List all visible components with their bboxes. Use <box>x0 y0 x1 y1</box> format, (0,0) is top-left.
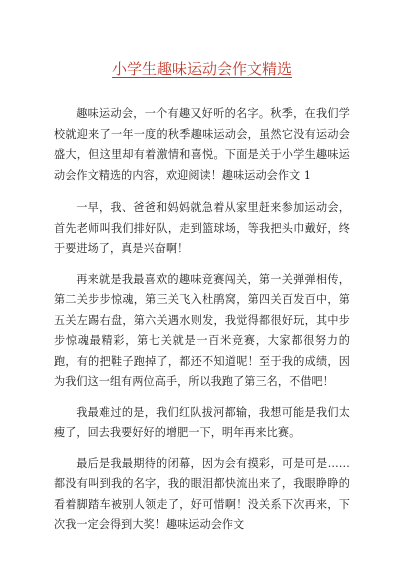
paragraph-tug-of-war: 我最难过的是，我们红队拔河都输，我想可能是我们太瘦了，回去我要好好的增肥一下，明年再来比赛。 <box>54 405 350 439</box>
paragraph-closing: 最后是我最期待的闭幕，因为会有摸彩，可是可是……都没有叫到我的名字，我的眼泪都快流出来了，我眼睁睁的看着脚踏车被别人领走了，好可惜啊！没关系下次再来，下次我一定会得到大奖！趣味运动会作文 <box>54 456 350 531</box>
paragraph-intro: 趣味运动会，一个有趣又好听的名字。秋季，在我们学校就迎来了一年一度的秋季趣味运动会，虽然它没有运动会盛大，但这里却有着激情和喜悦。下面是关于小学生趣味运动会作文精选的内容，欢迎阅读！趣味运动会作文 1 <box>54 107 350 182</box>
document-title: 小学生趣味运动会作文精选 <box>111 60 292 78</box>
paragraph-morning: 一早，我、爸爸和妈妈就急着从家里赶来参加运动会，首先老师叫我们排好队，走到篮球场，等我把头巾戴好，终于要进场了，真是兴奋啊！ <box>54 201 350 255</box>
paragraph-competition: 再来就是我最喜欢的趣味竞赛闯关，第一关弹弹相传，第二关步步惊魂，第三关飞入杜鹃窝，第四关百发百中，第五关左踢右盘，第六关遇水则发，我觉得都很好玩，其中步步惊魂最精彩，第七关就是一百米竞赛，大家都很努力的跑，有的把鞋子跑掉了，都还不知道呢！至于我的成绩，因为我们这一组有两位高手，所以我跑了第三名，不借吧！ <box>54 272 350 388</box>
